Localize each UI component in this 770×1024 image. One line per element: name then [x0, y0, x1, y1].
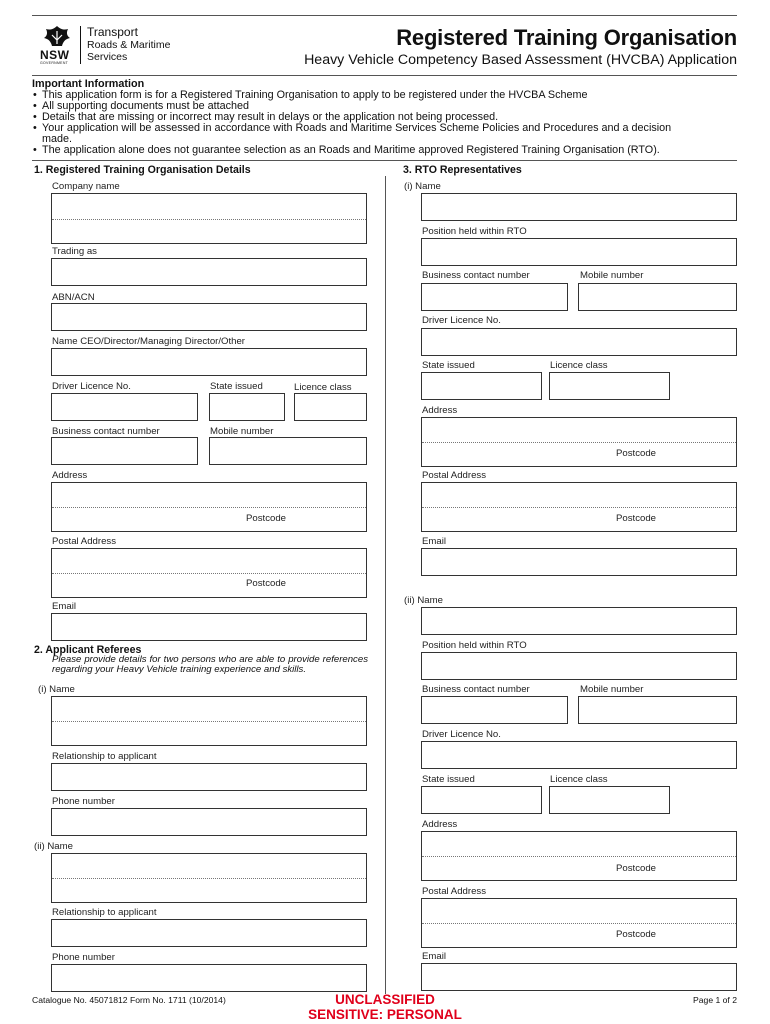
referee1-phone-field[interactable] — [51, 808, 367, 836]
rep1-address-label: Address — [422, 405, 458, 416]
referee1-name-label: (i) Name — [38, 684, 75, 695]
waratah-icon — [40, 24, 74, 50]
rep1-business-contact-field[interactable] — [421, 283, 568, 311]
referee2-relationship-label: Relationship to applicant — [52, 907, 157, 918]
rep2-business-contact-field[interactable] — [421, 696, 568, 724]
licence-class-field[interactable] — [294, 393, 367, 421]
trading-as-field[interactable] — [51, 258, 367, 286]
rep2-driver-licence-field[interactable] — [421, 741, 737, 769]
rep1-address-postcode-label: Postcode — [616, 448, 657, 459]
address-label: Address — [52, 470, 88, 481]
rep2-email-label: Email — [422, 951, 446, 962]
nsw-logo — [36, 24, 186, 66]
info-item: • Your application will be assessed in accordance with Roads and Maritime Services Scheme Policies and Procedures and a decision made. — [32, 123, 692, 145]
important-heading: Important Information — [32, 78, 145, 90]
rep1-email-label: Email — [422, 536, 446, 547]
postal-postcode-label: Postcode — [246, 578, 287, 589]
agency-roads-maritime: Roads & Maritime — [87, 39, 171, 51]
postal-address-label: Postal Address — [52, 536, 116, 547]
mobile-label: Mobile number — [210, 426, 274, 437]
business-contact-label: Business contact number — [52, 426, 160, 437]
section1-heading: 1. Registered Training Organisation Details — [34, 164, 251, 176]
rep1-postal-postcode-label: Postcode — [616, 513, 657, 524]
company-name-label: Company name — [52, 181, 120, 192]
rep2-postal-address-field[interactable] — [421, 898, 737, 948]
logo-separator — [80, 26, 81, 64]
company-name-field[interactable] — [51, 193, 367, 244]
rep1-position-field[interactable] — [421, 238, 737, 266]
rep2-name-label: (ii) Name — [404, 595, 443, 606]
referee2-phone-label: Phone number — [52, 952, 115, 963]
business-contact-field[interactable] — [51, 437, 198, 465]
page-subtitle: Heavy Vehicle Competency Based Assessment (HVCBA) Application — [304, 52, 737, 68]
rep2-address-postcode-label: Postcode — [616, 863, 657, 874]
rep2-state-issued-field[interactable] — [421, 786, 542, 814]
rep2-email-field[interactable] — [421, 963, 737, 991]
rep1-driver-licence-field[interactable] — [421, 328, 737, 356]
rep2-name-field[interactable] — [421, 607, 737, 635]
rep1-mobile-field[interactable] — [578, 283, 737, 311]
classification-line1: UNCLASSIFIED — [335, 992, 435, 1007]
rep2-driver-licence-label: Driver Licence No. — [422, 729, 501, 740]
rep2-state-issued-label: State issued — [422, 774, 475, 785]
referee2-phone-field[interactable] — [51, 964, 367, 992]
abn-field[interactable] — [51, 303, 367, 331]
header-rule — [32, 75, 737, 76]
rep1-state-issued-field[interactable] — [421, 372, 542, 400]
rep1-position-label: Position held within RTO — [422, 226, 527, 237]
rep2-licence-class-field[interactable] — [549, 786, 670, 814]
section2-intro: Please provide details for two persons who are able to provide references regarding your Heavy Vehicle training experience and skills. — [52, 654, 368, 675]
nsw-tagline: GOVERNMENT — [40, 61, 69, 65]
referee2-name-field[interactable] — [51, 853, 367, 903]
state-issued-label: State issued — [210, 381, 263, 392]
referee1-relationship-field[interactable] — [51, 763, 367, 791]
security-classification — [308, 993, 462, 1022]
referee1-name-field[interactable] — [51, 696, 367, 746]
name-ceo-field[interactable] — [51, 348, 367, 376]
rep2-address-label: Address — [422, 819, 458, 830]
page-number: Page 1 of 2 — [693, 995, 737, 1005]
info-item: • The application alone does not guarantee selection as an Roads and Maritime approved Registered Training Organisation (RTO). — [32, 145, 737, 156]
rep1-postal-address-label: Postal Address — [422, 470, 486, 481]
rep2-postal-postcode-label: Postcode — [616, 929, 657, 940]
important-information — [32, 79, 737, 156]
rep1-business-contact-label: Business contact number — [422, 270, 530, 281]
rep1-name-field[interactable] — [421, 193, 737, 221]
address-field[interactable] — [51, 482, 367, 532]
nsw-brand: NSW — [40, 48, 70, 62]
rep2-address-field[interactable] — [421, 831, 737, 881]
rep1-address-field[interactable] — [421, 417, 737, 467]
referee1-relationship-label: Relationship to applicant — [52, 751, 157, 762]
rep2-licence-class-label: Licence class — [550, 774, 608, 785]
name-ceo-label: Name CEO/Director/Managing Director/Other — [52, 336, 246, 347]
licence-class-label: Licence class — [294, 382, 352, 393]
driver-licence-label: Driver Licence No. — [52, 381, 131, 392]
agency-services: Services — [87, 51, 128, 63]
rep1-driver-licence-label: Driver Licence No. — [422, 315, 501, 326]
catalogue-number: Catalogue No. 45071812 Form No. 1711 (10/2014) — [32, 995, 226, 1005]
rep2-position-label: Position held within RTO — [422, 640, 527, 651]
rep2-position-field[interactable] — [421, 652, 737, 680]
trading-as-label: Trading as — [52, 246, 97, 257]
email-field[interactable] — [51, 613, 367, 641]
column-divider — [385, 176, 386, 994]
section2-heading: 2. Applicant Referees — [34, 644, 142, 656]
agency-transport: Transport — [87, 25, 138, 39]
rep1-email-field[interactable] — [421, 548, 737, 576]
info-rule — [32, 160, 737, 161]
info-item: • This application form is for a Registered Training Organisation to apply to be registered under the HVCBA Scheme — [32, 90, 737, 101]
page-title: Registered Training Organisation — [396, 25, 737, 50]
top-rule — [32, 15, 737, 16]
state-issued-field[interactable] — [209, 393, 285, 421]
rep1-licence-class-label: Licence class — [550, 360, 608, 371]
driver-licence-field[interactable] — [51, 393, 198, 421]
rep2-mobile-label: Mobile number — [580, 684, 644, 695]
info-item: • Details that are missing or incorrect may result in delays or the application not being processed. — [32, 112, 737, 123]
postal-address-field[interactable] — [51, 548, 367, 598]
referee2-relationship-field[interactable] — [51, 919, 367, 947]
rep1-postal-address-field[interactable] — [421, 482, 737, 532]
rep1-state-issued-label: State issued — [422, 360, 475, 371]
referee2-name-label: (ii) Name — [34, 841, 73, 852]
address-postcode-label: Postcode — [246, 513, 287, 524]
section3-heading: 3. RTO Representatives — [403, 164, 522, 176]
rep2-business-contact-label: Business contact number — [422, 684, 530, 695]
rep2-postal-address-label: Postal Address — [422, 886, 486, 897]
email-label: Email — [52, 601, 76, 612]
rep1-mobile-label: Mobile number — [580, 270, 644, 281]
rep2-mobile-field[interactable] — [578, 696, 737, 724]
abn-label: ABN/ACN — [52, 292, 95, 303]
info-item: • All supporting documents must be attached — [32, 101, 737, 112]
rep1-name-label: (i) Name — [404, 181, 441, 192]
rep1-licence-class-field[interactable] — [549, 372, 670, 400]
mobile-field[interactable] — [209, 437, 367, 465]
classification-line2: SENSITIVE: PERSONAL — [308, 1006, 462, 1022]
referee1-phone-label: Phone number — [52, 796, 115, 807]
